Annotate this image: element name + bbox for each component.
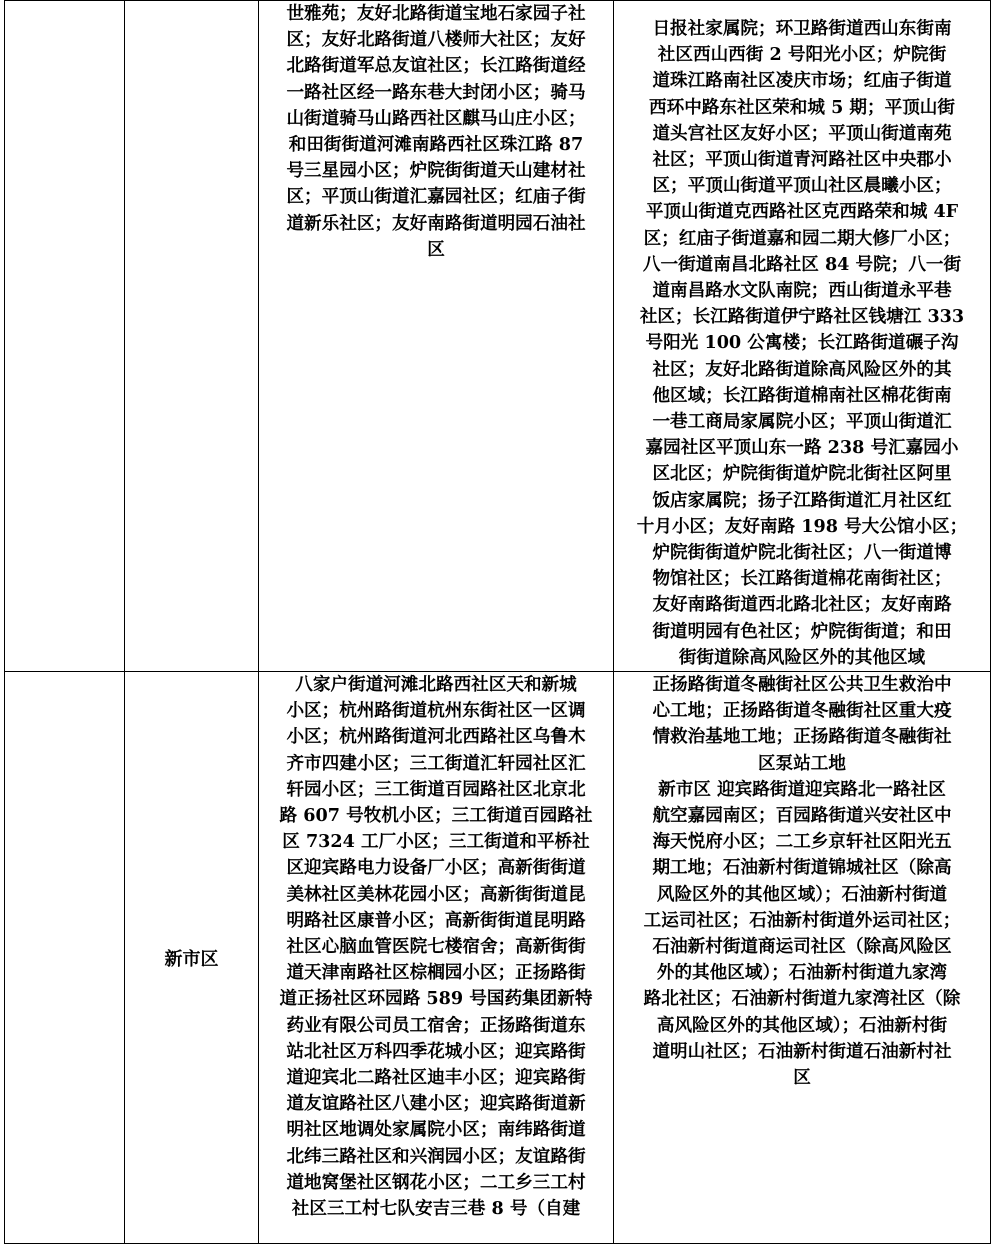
- table-cell-high-risk-areas: [259, 1, 614, 672]
- table-cell-high-risk-areas: [259, 672, 614, 1244]
- district-name: 新市区: [125, 672, 259, 1244]
- table-cell-empty: [5, 672, 125, 1244]
- table-row: [5, 672, 991, 1244]
- risk-area-table: [4, 0, 991, 1244]
- table-cell-medium-risk-areas: [614, 1, 991, 672]
- table-cell-district-empty: [125, 1, 259, 672]
- cell-text: 世雅苑；友好北路街道宝地石家园子社 区；友好北路街道八楼师大社区；友好 北路街道军总友谊社区；长江路街道经 一路社区经一路东巷大封闭小区；骑马 山街道骑马山路西社区麒马山庄小区； 和田街街道河滩南路西社区珠江路 87 号三星园小区；炉院街街道天山建材社 区；平顶山街道汇嘉园社区；红庙子街 道新乐社区；友好南路街道明园石油社 区: [286, 3, 586, 260]
- cell-text: 八家户街道河滩北路西社区天和新城 小区；杭州路街道杭州东街社区一区调 小区；杭州路街道河北西路社区乌鲁木 齐市四建小区；三工街道汇轩园社区汇 轩园小区；三工街道百园路社区北京北 路 607 号牧机小区；三工街道百园路社 区 7324 工厂小区；三工街道和平桥社 区迎宾路电力设备厂小区；高新街街道 美林社区美林花园小区；高新街街道昆 明路社区康普小区；高新街街道昆明路 社区心脑血管医院七楼宿舍；高新街街 道天津南路社区棕榈园小区；正扬路街 道正扬社区环园路 589 号国药集团新特 药业有限公司员工宿舍；正扬路街道东 站北社区万科四季花城小区；迎宾路街 道迎宾北二路社区迪丰小区；迎宾路街 道友谊路社区八建小区；迎宾路街道新 明社区地调处家属院小区；南纬路街道 北纬三路社区和兴润园小区；友谊路街 道地窝堡社区钢花小区；二工乡三工村 社区三工村七队安吉三巷 8 号（自建: [279, 674, 593, 1220]
- table-cell-medium-risk-areas: [614, 672, 991, 1244]
- table-cell-empty: [5, 1, 125, 672]
- cell-text: 正扬路街道冬融街社区公共卫生救治中 心工地；正扬路街道冬融街社区重大疫 情救治基地工地；正扬路街道冬融街社 区泵站工地 新市区 迎宾路街道迎宾路北一路社区 航空嘉园南区；百园路街道兴安社区中 海天悦府小区；二工乡京轩社区阳光五 期工地；石油新村街道锦城社区（除高 风险区外的其他区域）；石油新村街道 工运司社区；石油新村街道外运司社区； 石油新村街道商运司社区（除高风险区 外的其他区域）；石油新村街道九家湾 路北社区；石油新村街道九家湾社区（除 高风险区外的其他区域）；石油新村街 道明山社区；石油新村街道石油新村社 区: [643, 674, 961, 1089]
- cell-text: 日报社家属院；环卫路街道西山东街南 社区西山西街 2 号阳光小区；炉院街 道珠江路南社区凌庆市场；红庙子街道 西环中路东社区荣和城 5 期；平顶山街 道头宫社区友好小区；平顶山街道南苑 社区；平顶山街道青河路社区中央郡小 区；平顶山街道平顶山社区晨曦小区； 平顶山街道克西路社区克西路荣和城 4F 区；红庙子街道嘉和园二期大修厂小区； 八一街道南昌北路社区 84 号院；八一街 道南昌路水文队南院；西山街道永平巷 社区；长江路街道伊宁路社区钱塘江 333 号阳光 100 公寓楼；长江路街道碾子沟 社区；友好北路街道除高风险区外的其 他区域；长江路街道棉南社区棉花街南 一巷工商局家属院小区；平顶山街道汇 嘉园社区平顶山东一路 238 号汇嘉园小 区北区；炉院街街道炉院北街社区阿里 饭店家属院；扬子江路街道汇月社区红 十月小区；友好南路 198 号大公馆小区； 炉院街街道炉院北街社区；八一街道博 物馆社区；长江路街道棉花南街社区； 友好南路街道西北路北社区；友好南路 街道明园有色社区；炉院街街道；和田 街街道除高风险区外的其他区域: [636, 17, 968, 668]
- table-row: [5, 1, 991, 672]
